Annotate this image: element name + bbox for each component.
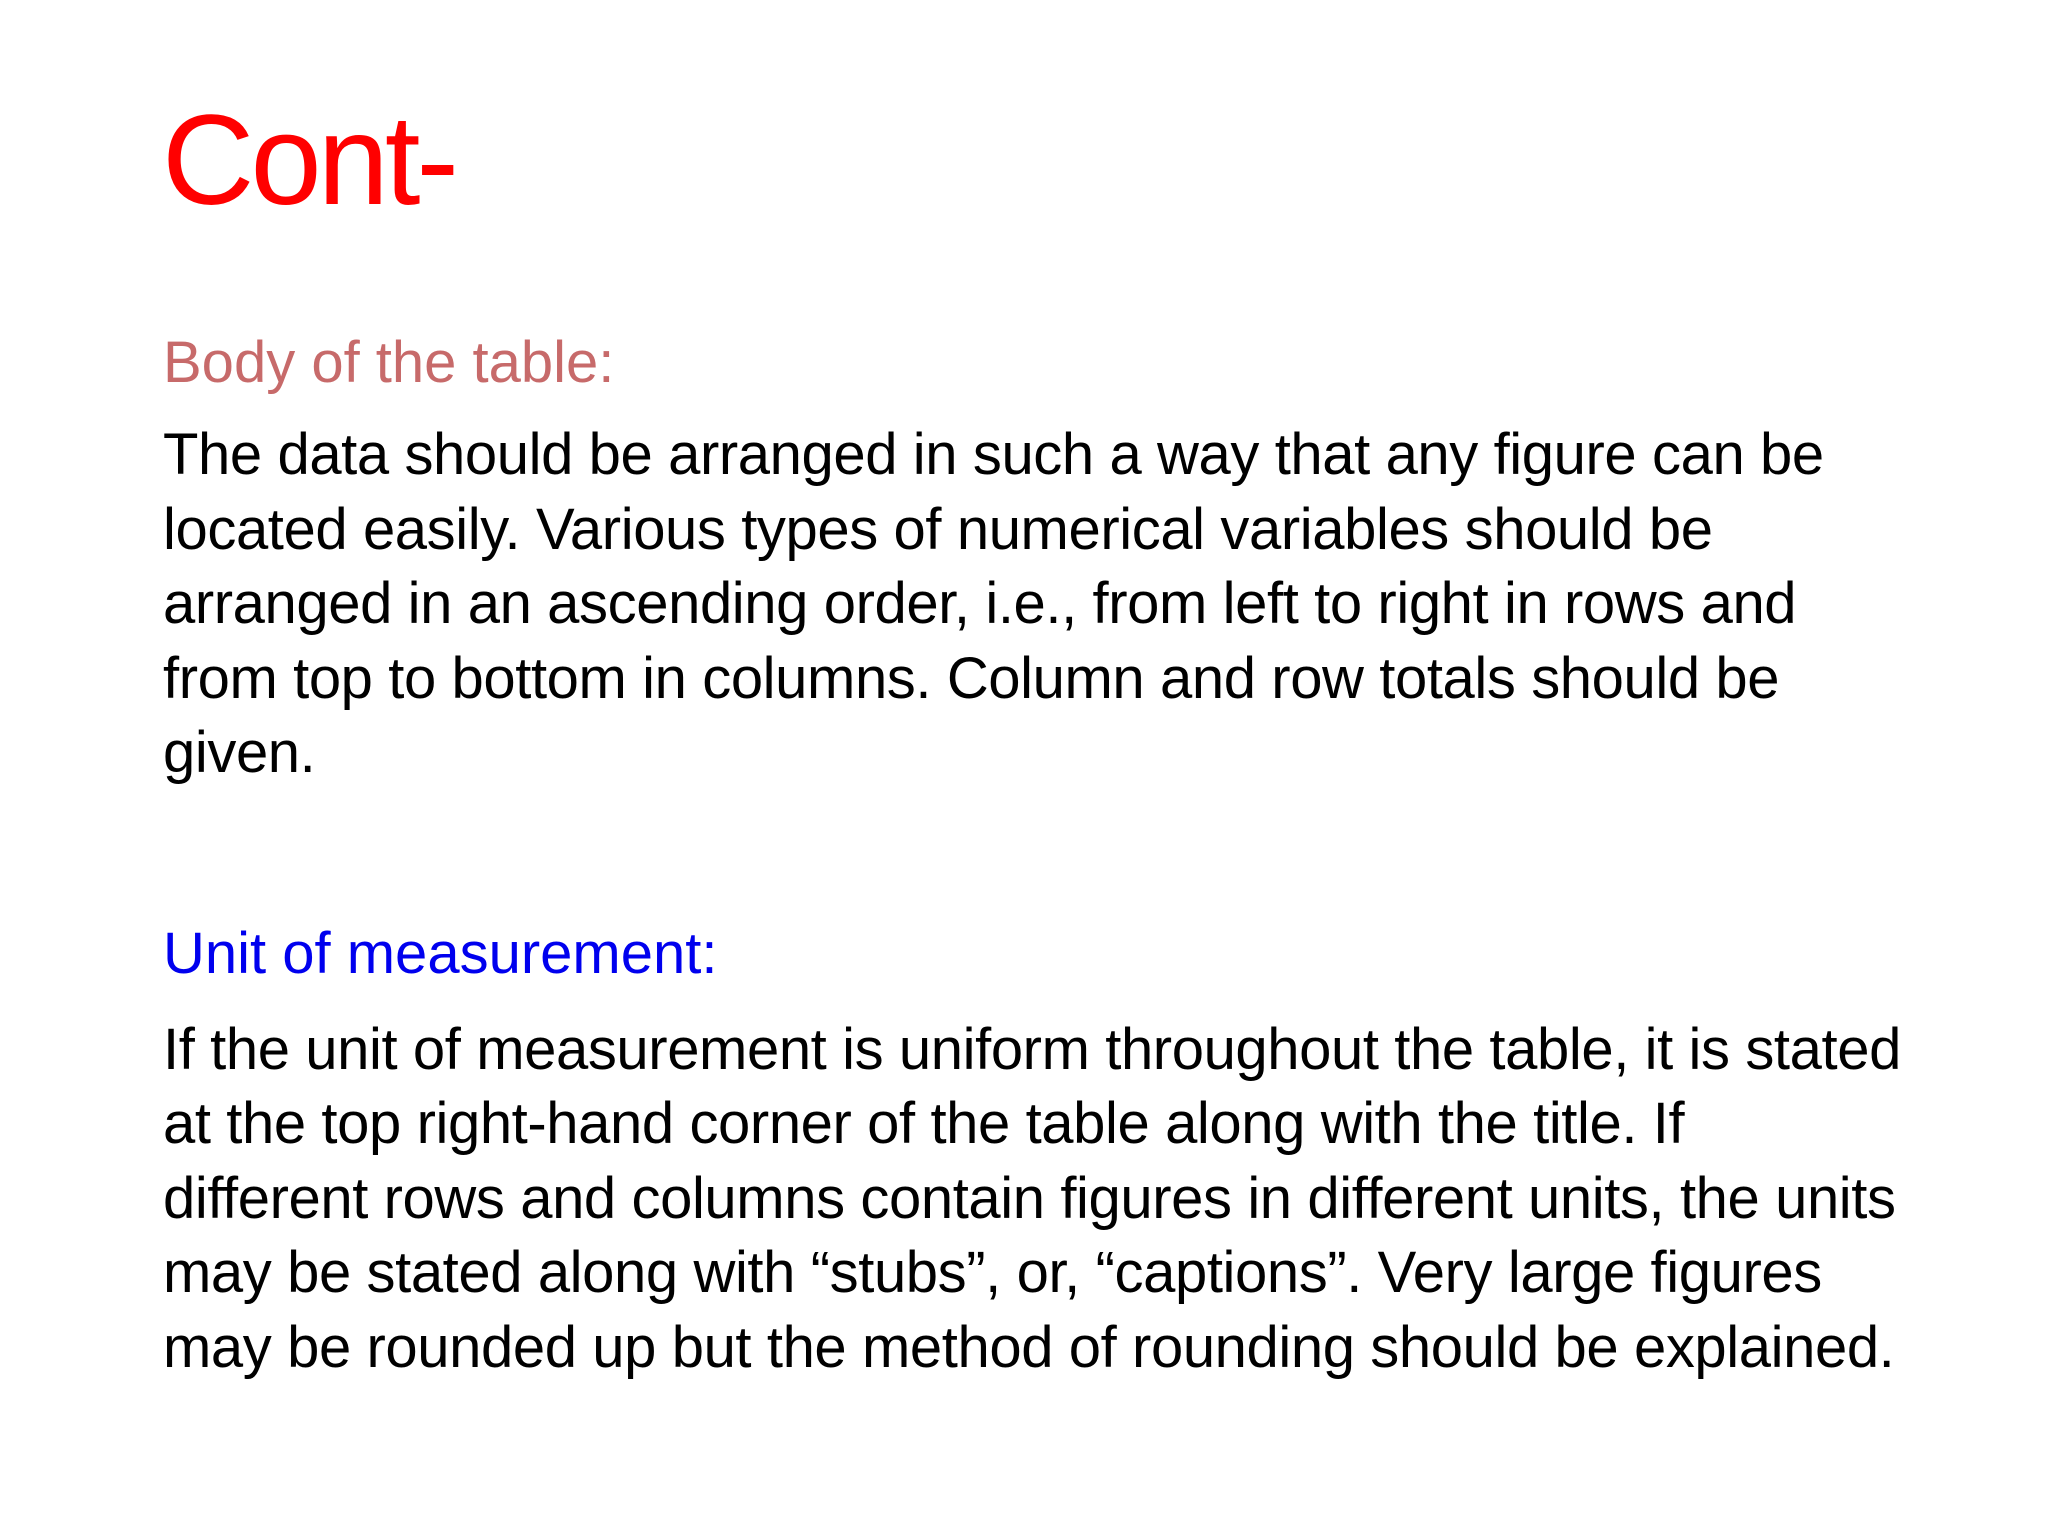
slide-title: Cont- [162, 89, 455, 232]
section-paragraph-body-of-table: The data should be arranged in such a way that any figure can be located easily. Various types of numerical variables should be arranged in an ascending order, i.e., from left to right in rows and from top to bottom in columns. Column and row totals should be given. [163, 422, 1824, 785]
section-heading-unit-of-measurement: Unit of measurement: [163, 920, 718, 986]
section-spacer [163, 791, 1903, 917]
section-heading-body-of-table: Body of the table: [163, 330, 615, 395]
slide-content [163, 326, 1903, 1385]
section-paragraph-unit-of-measurement: If the unit of measurement is uniform throughout the table, it is stated at the top right-hand corner of the table along with the title. If different rows and columns contain figures in different units, the units may be stated along with “stubs”, or, “captions”. Very large figures may be rounded up but the method of rounding should be explained. [163, 1016, 1901, 1380]
